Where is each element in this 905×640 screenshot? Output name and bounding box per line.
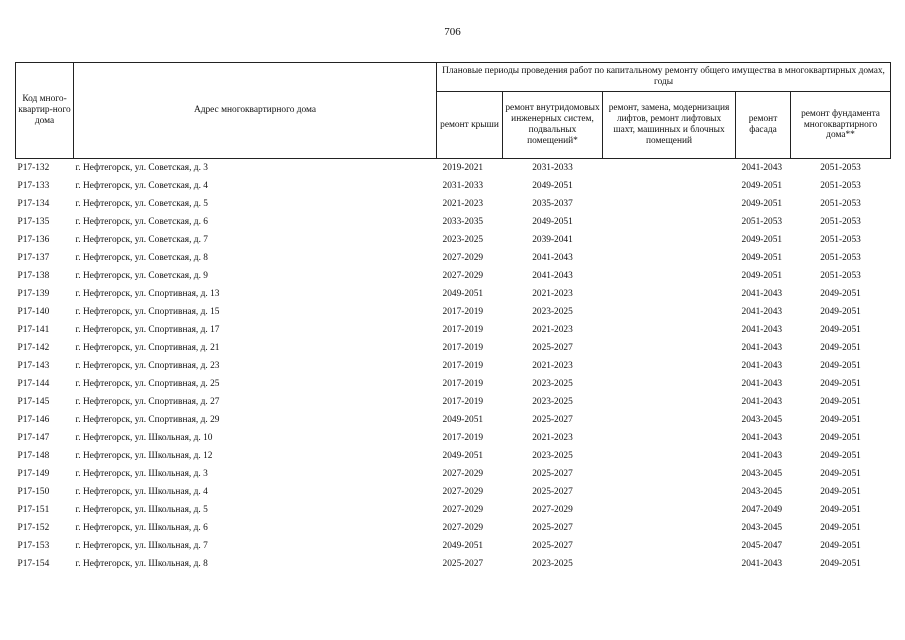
- cell-lifts: [603, 303, 736, 321]
- cell-foundation: 2049-2051: [820, 433, 861, 443]
- cell-roof: 2027-2029: [442, 523, 484, 533]
- table-row: [16, 321, 891, 339]
- table-row: [16, 555, 891, 573]
- cell-roof: 2049-2051: [442, 415, 484, 425]
- cell-systems: 2041-2043: [532, 271, 573, 281]
- cell-systems: 2021-2023: [532, 325, 573, 335]
- cell-code: Р17-140: [17, 307, 50, 317]
- cell-address: г. Нефтегорск, ул. Школьная, д. 12: [75, 451, 213, 461]
- cell-facade: 2041-2043: [741, 451, 783, 461]
- table-row: [16, 357, 891, 375]
- table-row: [16, 393, 891, 411]
- cell-roof: 2017-2019: [442, 379, 484, 389]
- cell-foundation: 2049-2051: [820, 289, 861, 299]
- cell-code: Р17-137: [17, 253, 50, 263]
- table-row: [16, 519, 891, 537]
- cell-foundation: 2049-2051: [820, 451, 861, 461]
- cell-address: г. Нефтегорск, ул. Школьная, д. 8: [75, 559, 208, 569]
- cell-code: Р17-148: [17, 451, 50, 461]
- cell-address: г. Нефтегорск, ул. Спортивная, д. 15: [75, 307, 220, 317]
- table-row: [16, 375, 891, 393]
- cell-address: г. Нефтегорск, ул. Школьная, д. 5: [75, 505, 208, 515]
- cell-facade: 2043-2045: [741, 469, 783, 479]
- cell-roof: 2017-2019: [442, 343, 484, 353]
- table-row: [16, 195, 891, 213]
- cell-foundation: 2049-2051: [820, 325, 861, 335]
- cell-code: Р17-152: [17, 523, 50, 533]
- cell-address: г. Нефтегорск, ул. Советская, д. 6: [75, 217, 208, 227]
- cell-lifts: [603, 393, 736, 411]
- cell-foundation: 2049-2051: [820, 505, 861, 515]
- cell-address: г. Нефтегорск, ул. Школьная, д. 10: [75, 433, 213, 443]
- cell-foundation: 2051-2053: [820, 235, 861, 245]
- cell-systems: 2025-2027: [532, 523, 573, 533]
- table-row: [16, 303, 891, 321]
- cell-address: г. Нефтегорск, ул. Советская, д. 9: [75, 271, 208, 281]
- cell-roof: 2027-2029: [442, 487, 484, 497]
- table-row: [16, 231, 891, 249]
- table-row: [16, 429, 891, 447]
- cell-foundation: 2051-2053: [820, 217, 861, 227]
- cell-facade: 2047-2049: [741, 505, 783, 515]
- cell-lifts: [603, 411, 736, 429]
- table-row: [16, 411, 891, 429]
- cell-facade: 2041-2043: [741, 559, 783, 569]
- cell-facade: 2049-2051: [741, 181, 783, 191]
- cell-foundation: 2049-2051: [820, 307, 861, 317]
- header-periods: Плановые периоды проведения работ по капитальному ремонту общего имущества в многоквартирных домах, годы: [437, 63, 891, 92]
- cell-roof: 2049-2051: [442, 289, 484, 299]
- cell-lifts: [603, 249, 736, 267]
- cell-lifts: [603, 429, 736, 447]
- cell-address: г. Нефтегорск, ул. Спортивная, д. 23: [75, 361, 220, 371]
- cell-systems: 2021-2023: [532, 361, 573, 371]
- cell-lifts: [603, 501, 736, 519]
- cell-address: г. Нефтегорск, ул. Спортивная, д. 13: [75, 289, 220, 299]
- cell-systems: 2025-2027: [532, 343, 573, 353]
- cell-code: Р17-141: [17, 325, 50, 335]
- cell-roof: 2033-2035: [442, 217, 484, 227]
- cell-address: г. Нефтегорск, ул. Советская, д. 5: [75, 199, 208, 209]
- cell-address: г. Нефтегорск, ул. Школьная, д. 3: [75, 469, 208, 479]
- cell-systems: 2025-2027: [532, 541, 573, 551]
- cell-foundation: 2051-2053: [820, 181, 861, 191]
- cell-roof: 2049-2051: [442, 541, 484, 551]
- cell-roof: 2027-2029: [442, 505, 484, 515]
- cell-code: Р17-138: [17, 271, 50, 281]
- cell-code: Р17-142: [17, 343, 50, 353]
- cell-foundation: 2051-2053: [820, 253, 861, 263]
- cell-systems: 2023-2025: [532, 379, 573, 389]
- cell-roof: 2027-2029: [442, 253, 484, 263]
- cell-foundation: 2051-2053: [820, 271, 861, 281]
- table-row: [16, 177, 891, 195]
- cell-lifts: [603, 555, 736, 573]
- cell-roof: 2021-2023: [442, 199, 484, 209]
- cell-systems: 2023-2025: [532, 451, 573, 461]
- cell-roof: 2031-2033: [442, 181, 484, 191]
- table-row: [16, 465, 891, 483]
- cell-systems: 2021-2023: [532, 289, 573, 299]
- table-row: [16, 537, 891, 555]
- cell-foundation: 2049-2051: [820, 541, 861, 551]
- page-number: 706: [444, 26, 461, 38]
- cell-lifts: [603, 483, 736, 501]
- cell-code: Р17-153: [17, 541, 50, 551]
- cell-foundation: 2051-2053: [820, 199, 861, 209]
- table-row: [16, 285, 891, 303]
- cell-address: г. Нефтегорск, ул. Спортивная, д. 17: [75, 325, 220, 335]
- cell-systems: 2035-2037: [532, 199, 573, 209]
- cell-lifts: [603, 321, 736, 339]
- header-foundation: ремонт фундамента многоквартирного дома**: [791, 92, 891, 159]
- cell-systems: 2023-2025: [532, 397, 573, 407]
- cell-systems: 2027-2029: [532, 505, 573, 515]
- cell-roof: 2023-2025: [442, 235, 484, 245]
- cell-code: Р17-143: [17, 361, 50, 371]
- cell-lifts: [603, 339, 736, 357]
- cell-facade: 2041-2043: [741, 433, 783, 443]
- cell-facade: 2041-2043: [741, 361, 783, 371]
- cell-code: Р17-147: [17, 433, 50, 443]
- cell-address: г. Нефтегорск, ул. Школьная, д. 7: [75, 541, 208, 551]
- cell-code: Р17-154: [17, 559, 50, 569]
- table-row: [16, 339, 891, 357]
- cell-systems: 2025-2027: [532, 487, 573, 497]
- cell-code: Р17-150: [17, 487, 50, 497]
- cell-facade: 2041-2043: [741, 289, 783, 299]
- cell-address: г. Нефтегорск, ул. Спортивная, д. 27: [75, 397, 220, 407]
- cell-address: г. Нефтегорск, ул. Школьная, д. 4: [75, 487, 208, 497]
- cell-foundation: 2049-2051: [820, 379, 861, 389]
- cell-facade: 2041-2043: [741, 325, 783, 335]
- cell-systems: 2023-2025: [532, 307, 573, 317]
- table-row: [16, 213, 891, 231]
- cell-address: г. Нефтегорск, ул. Советская, д. 8: [75, 253, 208, 263]
- table-row: [16, 501, 891, 519]
- table-row: [16, 159, 891, 178]
- header-facade: ремонт фасада: [736, 92, 791, 159]
- cell-roof: 2027-2029: [442, 469, 484, 479]
- cell-systems: 2041-2043: [532, 253, 573, 263]
- cell-facade: 2041-2043: [741, 163, 783, 173]
- cell-facade: 2043-2045: [741, 415, 783, 425]
- table-row: [16, 249, 891, 267]
- cell-roof: 2017-2019: [442, 397, 484, 407]
- header-systems: ремонт внутридомовых инженерных систем, подвальных помещений*: [503, 92, 603, 159]
- cell-address: г. Нефтегорск, ул. Советская, д. 7: [75, 235, 208, 245]
- cell-lifts: [603, 195, 736, 213]
- cell-lifts: [603, 447, 736, 465]
- cell-systems: 2025-2027: [532, 469, 573, 479]
- cell-lifts: [603, 519, 736, 537]
- cell-lifts: [603, 537, 736, 555]
- cell-foundation: 2049-2051: [820, 343, 861, 353]
- cell-facade: 2049-2051: [741, 253, 783, 263]
- cell-roof: 2017-2019: [442, 361, 484, 371]
- cell-lifts: [603, 177, 736, 195]
- cell-roof: 2025-2027: [442, 559, 484, 569]
- cell-roof: 2017-2019: [442, 325, 484, 335]
- cell-foundation: 2049-2051: [820, 397, 861, 407]
- cell-foundation: 2049-2051: [820, 523, 861, 533]
- cell-lifts: [603, 465, 736, 483]
- cell-code: Р17-132: [17, 163, 50, 173]
- cell-foundation: 2049-2051: [820, 361, 861, 371]
- cell-roof: 2017-2019: [442, 433, 484, 443]
- table-header: [16, 63, 891, 159]
- cell-lifts: [603, 285, 736, 303]
- table-row: [16, 483, 891, 501]
- cell-code: Р17-151: [17, 505, 50, 515]
- cell-code: Р17-139: [17, 289, 50, 299]
- cell-address: г. Нефтегорск, ул. Советская, д. 3: [75, 163, 208, 173]
- cell-address: г. Нефтегорск, ул. Школьная, д. 6: [75, 523, 208, 533]
- cell-code: Р17-144: [17, 379, 50, 389]
- cell-facade: 2049-2051: [741, 199, 783, 209]
- cell-systems: 2023-2025: [532, 559, 573, 569]
- repair-schedule-table: [15, 62, 891, 573]
- cell-code: Р17-135: [17, 217, 50, 227]
- cell-systems: 2021-2023: [532, 433, 573, 443]
- cell-roof: 2017-2019: [442, 307, 484, 317]
- cell-foundation: 2049-2051: [820, 487, 861, 497]
- cell-systems: 2049-2051: [532, 181, 573, 191]
- header-roof: ремонт крыши: [437, 92, 503, 159]
- table-body: [16, 159, 891, 574]
- header-address: Адрес многоквартирного дома: [74, 63, 437, 159]
- cell-foundation: 2049-2051: [820, 559, 861, 569]
- cell-foundation: 2049-2051: [820, 469, 861, 479]
- cell-lifts: [603, 375, 736, 393]
- cell-foundation: 2049-2051: [820, 415, 861, 425]
- cell-roof: 2049-2051: [442, 451, 484, 461]
- cell-facade: 2045-2047: [741, 541, 783, 551]
- cell-code: Р17-145: [17, 397, 50, 407]
- cell-facade: 2041-2043: [741, 343, 783, 353]
- cell-facade: 2049-2051: [741, 271, 783, 281]
- cell-lifts: [603, 213, 736, 231]
- cell-facade: 2049-2051: [741, 235, 783, 245]
- table-row: [16, 447, 891, 465]
- cell-systems: 2025-2027: [532, 415, 573, 425]
- cell-address: г. Нефтегорск, ул. Советская, д. 4: [75, 181, 208, 191]
- cell-address: г. Нефтегорск, ул. Спортивная, д. 21: [75, 343, 220, 353]
- cell-code: Р17-134: [17, 199, 50, 209]
- cell-facade: 2041-2043: [741, 397, 783, 407]
- cell-facade: 2041-2043: [741, 307, 783, 317]
- cell-systems: 2049-2051: [532, 217, 573, 227]
- cell-roof: 2027-2029: [442, 271, 484, 281]
- cell-foundation: 2051-2053: [820, 163, 861, 173]
- cell-lifts: [603, 159, 736, 178]
- cell-systems: 2039-2041: [532, 235, 573, 245]
- cell-lifts: [603, 357, 736, 375]
- cell-facade: 2043-2045: [741, 523, 783, 533]
- cell-systems: 2031-2033: [532, 163, 573, 173]
- cell-facade: 2051-2053: [741, 217, 783, 227]
- cell-code: Р17-133: [17, 181, 50, 191]
- cell-lifts: [603, 231, 736, 249]
- cell-facade: 2043-2045: [741, 487, 783, 497]
- cell-code: Р17-146: [17, 415, 50, 425]
- cell-address: г. Нефтегорск, ул. Спортивная, д. 25: [75, 379, 220, 389]
- header-lifts: ремонт, замена, модернизация лифтов, ремонт лифтовых шахт, машинных и блочных помещений: [603, 92, 736, 159]
- cell-code: Р17-149: [17, 469, 50, 479]
- cell-roof: 2019-2021: [442, 163, 484, 173]
- cell-facade: 2041-2043: [741, 379, 783, 389]
- header-code: Код много-квартир-ного дома: [16, 63, 74, 159]
- table-row: [16, 267, 891, 285]
- cell-address: г. Нефтегорск, ул. Спортивная, д. 29: [75, 415, 220, 425]
- cell-lifts: [603, 267, 736, 285]
- cell-code: Р17-136: [17, 235, 50, 245]
